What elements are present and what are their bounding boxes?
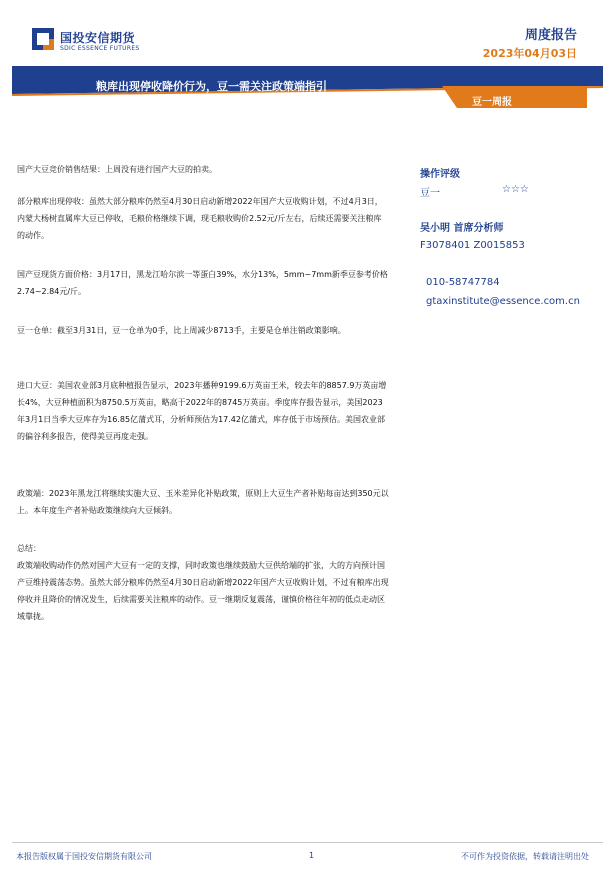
rating-stars: ☆☆☆ (502, 184, 529, 195)
page-number: 1 (309, 851, 315, 860)
logo-text-en: SDIC ESSENCE FUTURES (60, 45, 140, 52)
summary-paragraph: 总结： 政策端收购动作仍然对国产大豆有一定的支撑，同时政策也继续鼓励大豆供给端的扩张，大的方向预计国产豆维持震荡态势。虽然大部分粮库仍然至4月30日启动新增2022年国产大豆收购计划，不过有粮库出现停收并且降价的情况发生，后续需要关注粮库的动作。豆一继期反复震荡，谨慎价格往年初的低点走动区域靠拢。 (17, 544, 389, 621)
footer-copyright: 本报告版权属于国投安信期货有限公司 (16, 852, 152, 861)
body-paragraph: 进口大豆：美国农业部3月底种植报告显示，2023年播种9199.6万英亩王米，较去年的8857.9万英亩增长4%，大豆种植面积为8750.5万英亩，略高于2022年的8745万英亩。季度库存报告显示，美国2023年3月1日当季大豆库存为16.85亿蒲式耳，分析师预估为17.42亿蒲式，库存低于市场预估。美国农业部的偏谷利多报告，使得美豆再度走强。 (17, 381, 387, 441)
body-paragraph: 豆一仓单：截至3月31日，豆一仓单为0手，比上周减少8713手，主要是仓单注销政策影响。 (17, 326, 346, 335)
footer-disclaimer: 不可作为投资依据，转载请注明出处 (461, 852, 589, 861)
logo-mark-icon (32, 28, 54, 50)
rating-title: 操作评级 (420, 169, 460, 180)
analyst-name: 吴小明 首席分析师 (420, 223, 504, 234)
rating-item: 豆一 (420, 188, 440, 199)
logo-text-cn: 国投安信期货 (60, 31, 136, 45)
contact-email[interactable]: gtaxinstitute@essence.com.cn (426, 296, 580, 307)
analyst-registration: F3078401 Z0015853 (420, 240, 525, 251)
body-paragraph: 政策端：2023年黑龙江将继续实施大豆、玉米差异化补贴政策，原则上大豆生产者补贴每亩达到350元以上。本年度生产者补贴政策继续向大豆倾斜。 (17, 489, 389, 515)
report-title: 粮库出现停收降价行为，豆一需关注政策端指引 (96, 80, 327, 93)
contact-phone: 010-58747784 (426, 277, 500, 288)
report-type: 周度报告 (524, 28, 577, 43)
body-paragraph: 国产豆现货方面价格：3月17日，黑龙江哈尔滨一等蛋白39%，水分13%，5mm~7mm新季豆参考价格2.74~2.84元/斤。 (17, 270, 388, 296)
body-paragraph: 部分粮库出现停收：虽然大部分粮库仍然至4月30日启动新增2022年国产大豆收购计划，不过4月3日，内蒙大杨树直属库大豆已停收，毛粮价格继续下调，现毛粮收购价2.52元/斤左右，后续还需要关注粮库的动作。 (17, 197, 383, 240)
footer-divider (12, 842, 603, 843)
company-logo (32, 26, 172, 56)
report-date: 2023年04月03日 (482, 47, 577, 60)
body-paragraph: 国产大豆竞价销售结果：上周没有进行国产大豆的拍卖。 (17, 165, 217, 174)
report-tag: 豆一周报 (472, 97, 512, 108)
